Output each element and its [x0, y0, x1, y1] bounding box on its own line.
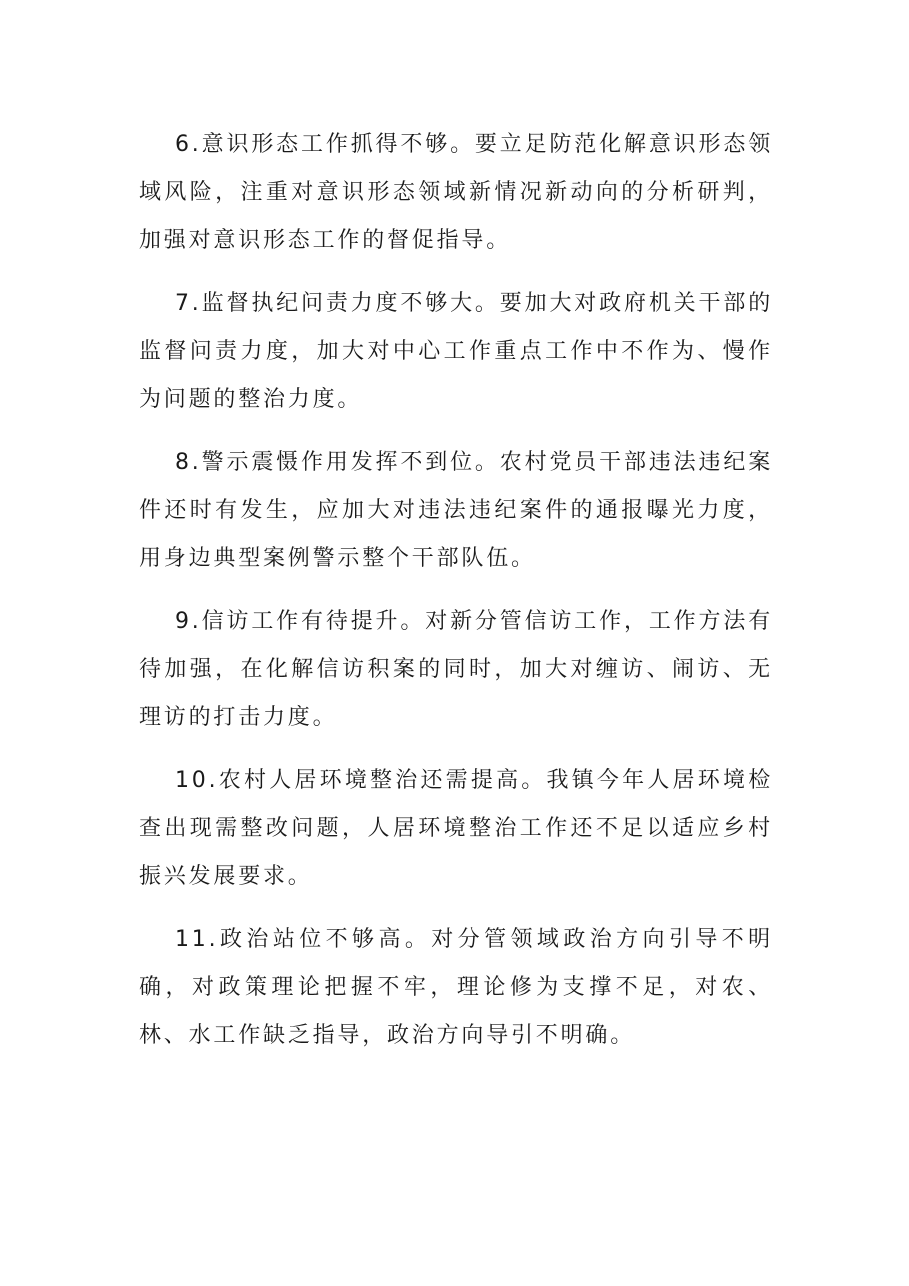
document-body — [139, 121, 773, 1075]
paragraph-6: 6.意识形态工作抓得不够。要立足防范化解意识形态领域风险，注重对意识形态领域新情况新动向的分析研判，加强对意识形态工作的督促指导。 — [139, 132, 773, 253]
paragraph-10: 10.农村人居环境整治还需提高。我镇今年人居环境检查出现需整改问题，人居环境整治工作还不足以适应乡村振兴发展要求。 — [139, 768, 773, 889]
paragraph-8: 8.警示震慑作用发挥不到位。农村党员干部违法违纪案件还时有发生，应加大对违法违纪案件的通报曝光力度，用身边典型案例警示整个干部队伍。 — [139, 450, 773, 571]
paragraph-11: 11.政治站位不够高。对分管领域政治方向引导不明确，对政策理论把握不牢，理论修为支撑不足，对农、林、水工作缺乏指导，政治方向导引不明确。 — [139, 927, 773, 1048]
paragraph-9: 9.信访工作有待提升。对新分管信访工作，工作方法有待加强，在化解信访积案的同时，加大对缠访、闹访、无理访的打击力度。 — [139, 609, 773, 730]
paragraph-7: 7.监督执纪问责力度不够大。要加大对政府机关干部的监督问责力度，加大对中心工作重点工作中不作为、慢作为问题的整治力度。 — [139, 291, 773, 412]
